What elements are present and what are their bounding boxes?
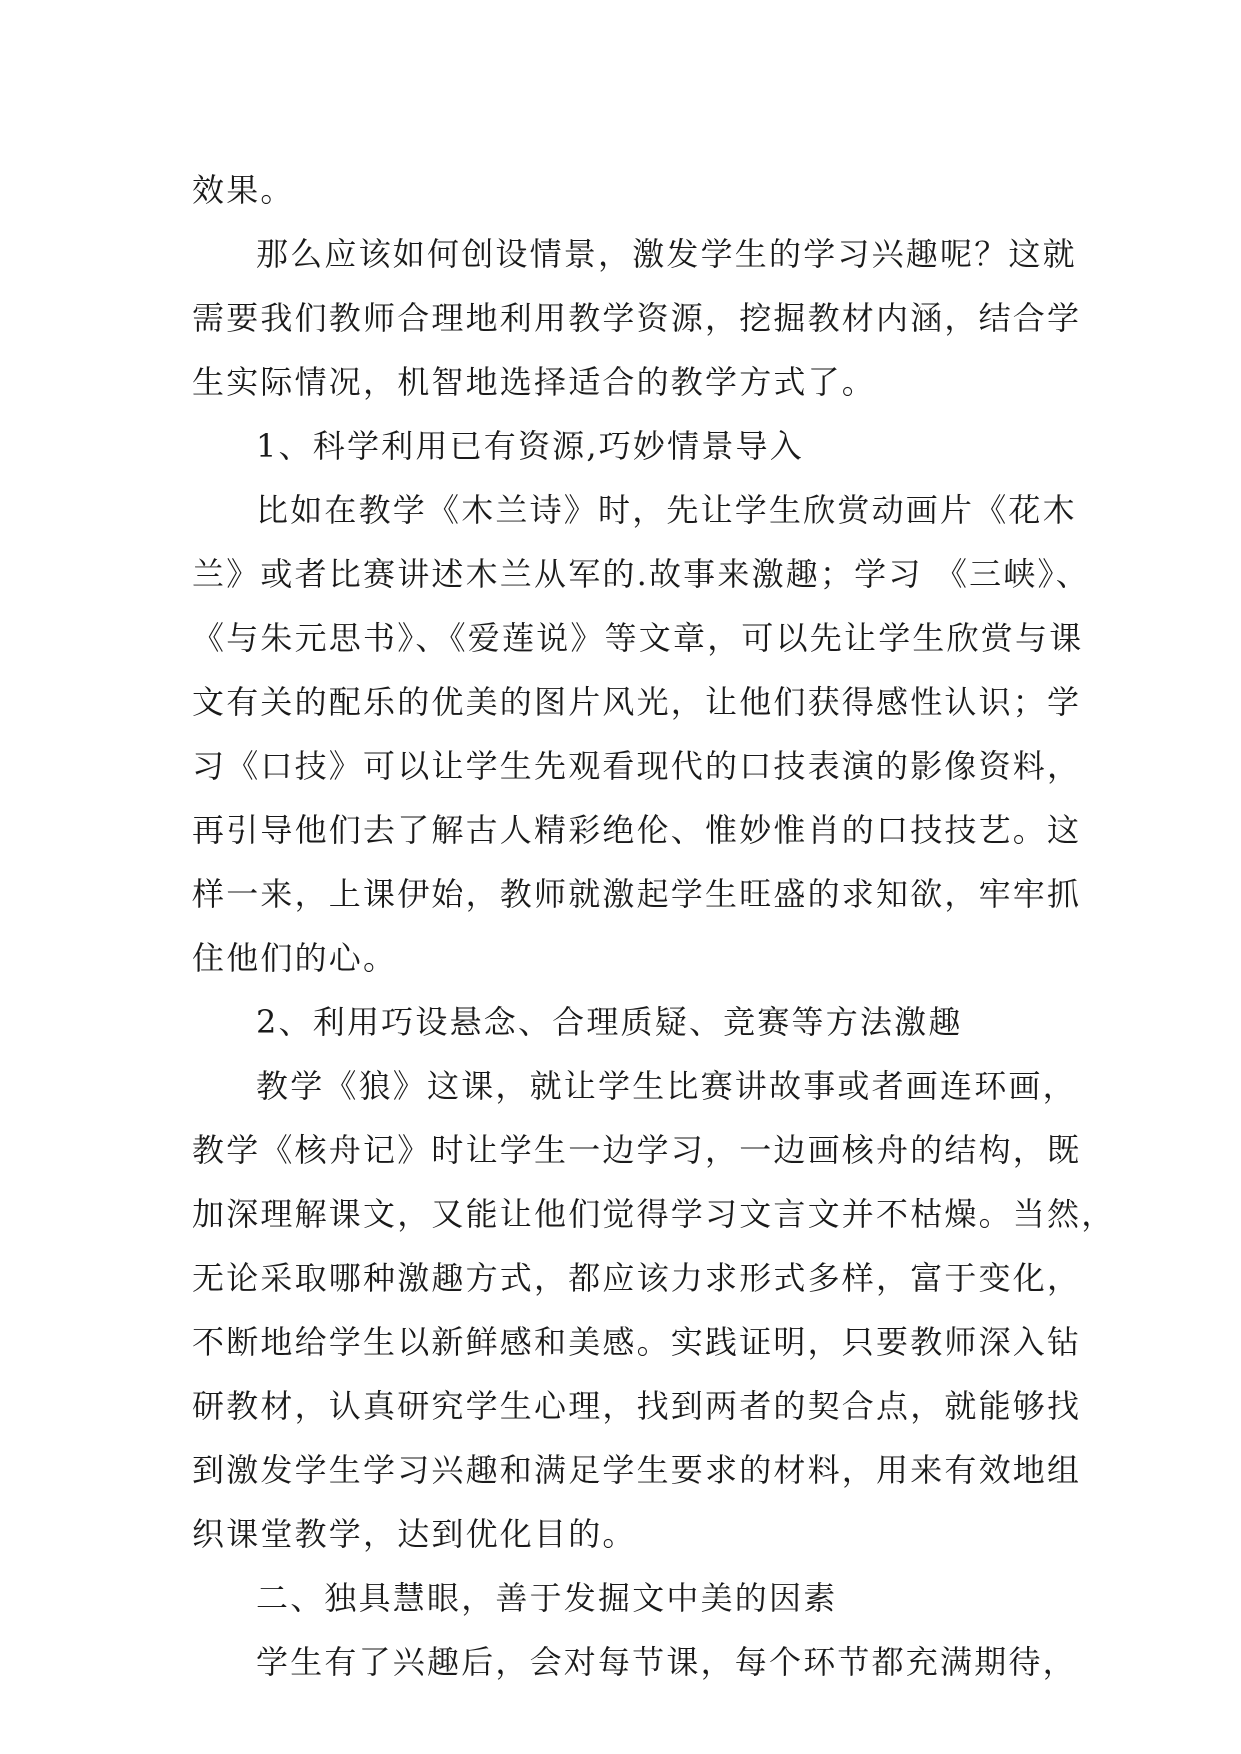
text-line: 样一来，上课伊始，教师就激起学生旺盛的求知欲，牢牢抓 [192,875,1082,913]
text-line: 习《口技》可以让学生先观看现代的口技表演的影像资料， [192,747,1082,785]
text-line: 不断地给学生以新鲜感和美感。实践证明，只要教师深入钻 [192,1323,1082,1361]
text-line: 需要我们教师合理地利用教学资源，挖掘教材内涵，结合学 [192,299,1082,337]
paragraph-start-line: 比如在教学《木兰诗》时，先让学生欣赏动画片《花木 [256,491,1077,529]
text-line: 研教材，认真研究学生心理，找到两者的契合点，就能够找 [192,1387,1082,1425]
section-heading-1: 1、科学利用已有资源,巧妙情景导入 [256,427,804,465]
text-line: 《与朱元思书》、《爱莲说》等文章，可以先让学生欣赏与课 [192,619,1084,657]
text-line: 加深理解课文，又能让他们觉得学习文言文并不枯燥。当然， [192,1195,1116,1233]
text-line: 到激发学生学习兴趣和满足学生要求的材料，用来有效地组 [192,1451,1082,1489]
paragraph-start-line: 那么应该如何创设情景，激发学生的学习兴趣呢？这就 [256,235,1077,273]
text-line: 住他们的心。 [192,939,398,977]
paragraph-start-line: 教学《狼》这课，就让学生比赛讲故事或者画连环画， [256,1067,1077,1105]
body-text [192,158,1116,1694]
text-line: 无论采取哪种激趣方式，都应该力求形式多样，富于变化， [192,1259,1082,1297]
text-line: 兰》或者比赛讲述木兰从军的.故事来激趣；学习 《三峡》、 [192,555,1090,593]
section-heading-3: 二、独具慧眼，善于发掘文中美的因素 [256,1579,838,1617]
paragraph-start-line: 学生有了兴趣后，会对每节课，每个环节都充满期待， [256,1643,1077,1681]
section-heading-2: 2、利用巧设悬念、合理质疑、竞赛等方法激趣 [256,1003,963,1041]
text-line: 织课堂教学，达到优化目的。 [192,1515,637,1553]
text-line: 效果。 [192,171,295,209]
text-line: 再引导他们去了解古人精彩绝伦、惟妙惟肖的口技技艺。这 [192,811,1082,849]
text-line: 文有关的配乐的优美的图片风光，让他们获得感性认识；学 [192,683,1082,721]
text-line: 教学《核舟记》时让学生一边学习，一边画核舟的结构，既 [192,1131,1082,1169]
text-line: 生实际情况，机智地选择适合的教学方式了。 [192,363,877,401]
